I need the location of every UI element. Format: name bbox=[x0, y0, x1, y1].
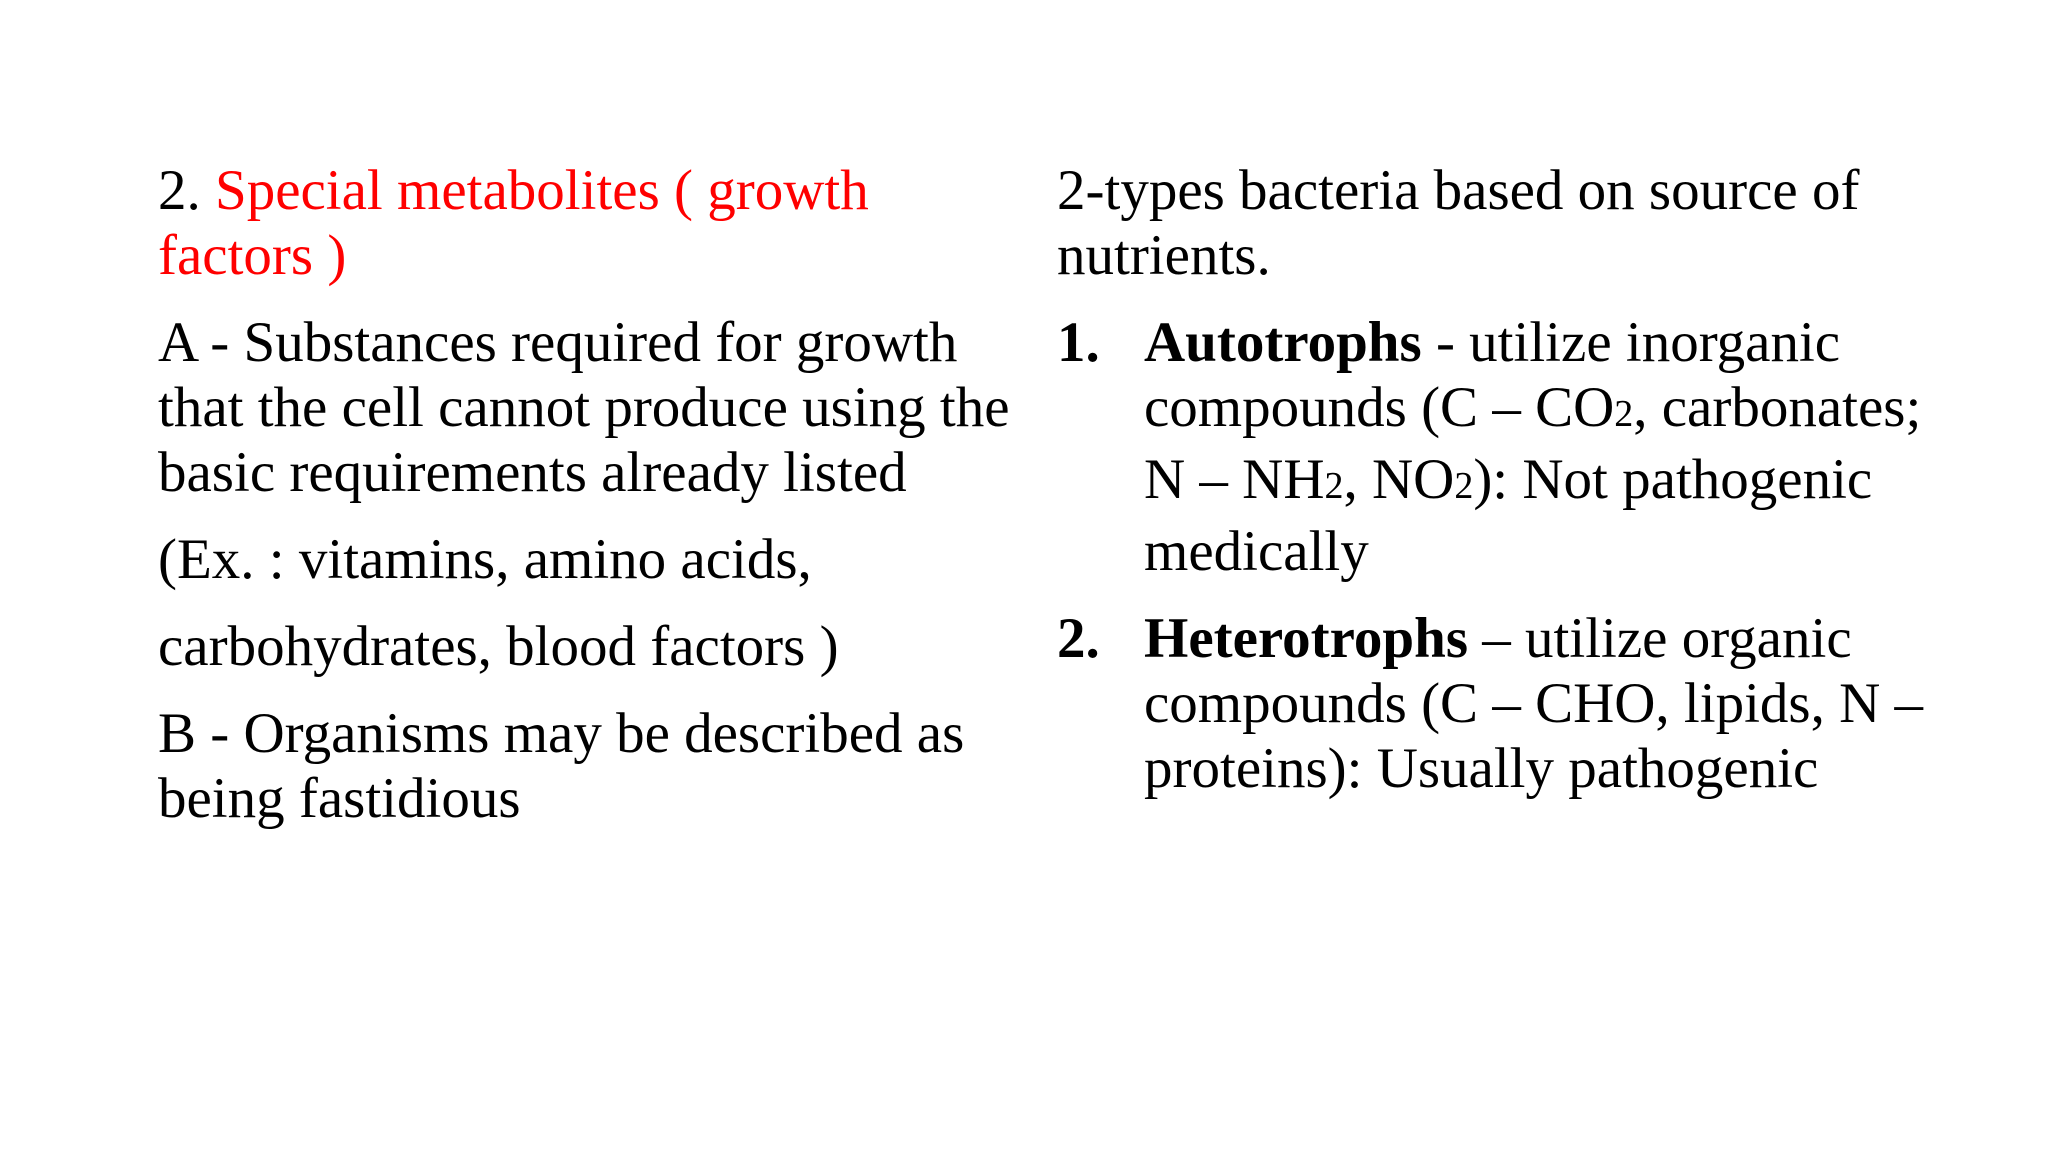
autotrophs-desc-b: , carbonates; N – NH bbox=[1144, 376, 1922, 511]
autotrophs-desc-c: , NO bbox=[1343, 448, 1455, 511]
autotrophs-desc-a: - utilize inorganic compounds (C – CO bbox=[1144, 311, 1841, 439]
list-number: 2. bbox=[1057, 607, 1100, 670]
example-line-1: (Ex. : vitamins, amino acids, bbox=[158, 528, 812, 591]
list-item-heterotrophs bbox=[1057, 606, 1967, 801]
subscript-co2: 2 bbox=[1614, 393, 1634, 435]
list-item-autotrophs bbox=[1057, 310, 1967, 584]
list-number: 1. bbox=[1057, 311, 1100, 374]
list-item-body bbox=[1144, 310, 1967, 584]
term-autotrophs: Autotrophs bbox=[1144, 311, 1422, 374]
left-column bbox=[158, 158, 1028, 853]
point-a: A - Substances required for growth that the cell cannot produce using the basic requirements already listed bbox=[158, 311, 1010, 504]
heading-number: 2. bbox=[158, 159, 201, 222]
subscript-nh2: 2 bbox=[1324, 465, 1344, 507]
example-line-2: carbohydrates, blood factors ) bbox=[158, 615, 839, 678]
bacteria-types-intro: 2-types bacteria based on source of nutrients. bbox=[1057, 159, 1860, 287]
heading-text: Special metabolites ( growth factors ) bbox=[158, 159, 869, 287]
point-b: B - Organisms may be described as being fastidious bbox=[158, 702, 965, 830]
list-item-body bbox=[1144, 606, 1967, 801]
autotrophs-desc-d: ): Not pathogenic medically bbox=[1144, 448, 1873, 583]
heterotrophs-desc: – utilize organic compounds (C – CHO, lipids, N – proteins): Usually pathogenic bbox=[1144, 607, 1924, 800]
special-metabolites-heading bbox=[158, 158, 1028, 288]
subscript-no2: 2 bbox=[1454, 465, 1474, 507]
term-heterotrophs: Heterotrophs bbox=[1144, 607, 1469, 670]
right-column bbox=[1057, 158, 1967, 823]
